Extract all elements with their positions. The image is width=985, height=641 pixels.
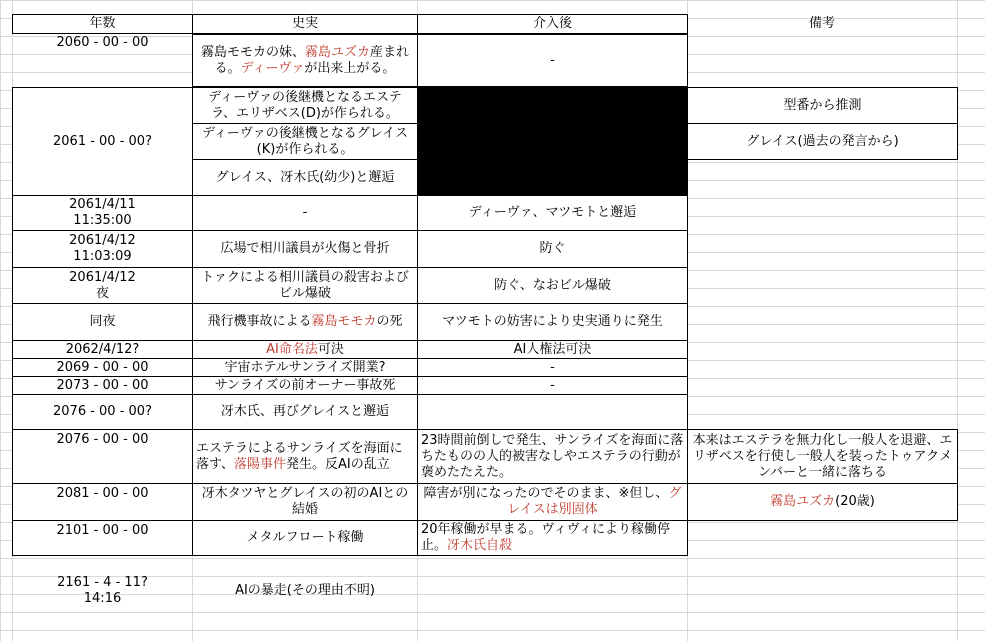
cell-after[interactable] bbox=[417, 394, 688, 430]
red-text: 落陽事件 bbox=[233, 456, 286, 472]
cell-history[interactable]: サンライズの前オーナー事故死 bbox=[192, 376, 418, 395]
cell-notes[interactable]: 型番から推測 bbox=[687, 87, 958, 124]
cell-history[interactable] bbox=[192, 303, 418, 341]
cell-year[interactable]: 2062/4/12? bbox=[12, 340, 193, 359]
cell-year[interactable]: 2101 - 00 - 00 bbox=[12, 520, 193, 556]
cell-history[interactable]: 冴木氏、再びグレイスと邂逅 bbox=[192, 394, 418, 430]
header-year[interactable]: 年数 bbox=[12, 14, 193, 34]
cell-after[interactable] bbox=[417, 483, 688, 521]
cell-history[interactable]: トァクによる相川議員の殺害およびビル爆破 bbox=[192, 267, 418, 304]
redacted-cell[interactable] bbox=[417, 87, 688, 196]
cell-notes[interactable] bbox=[687, 483, 958, 521]
cell-year[interactable]: 2076 - 00 - 00 bbox=[12, 429, 193, 484]
cell-history[interactable]: 広場で相川議員が火傷と骨折 bbox=[192, 230, 418, 268]
cell-year[interactable]: 2061/4/11 11:35:00 bbox=[12, 195, 193, 231]
red-text: 霧島ユズカ bbox=[304, 44, 370, 60]
red-text: 霧島モモカ bbox=[311, 314, 377, 329]
cell-history[interactable]: メタルフロート稼働 bbox=[192, 520, 418, 556]
cell-after[interactable]: 防ぐ bbox=[417, 230, 688, 268]
cell-after[interactable]: AI人権法可決 bbox=[417, 340, 688, 359]
red-text: 冴木氏自殺 bbox=[447, 538, 513, 553]
text: (20歳) bbox=[835, 494, 875, 509]
cell-text bbox=[266, 342, 344, 358]
text: 産まれる。 bbox=[214, 44, 410, 76]
cell-year[interactable]: 2076 - 00 - 00? bbox=[12, 394, 193, 430]
red-text: AI命名法 bbox=[266, 341, 318, 357]
red-text: 霧島ユズカ bbox=[770, 494, 836, 509]
cell-year[interactable]: 2081 - 00 - 00 bbox=[12, 483, 193, 521]
cell-history[interactable]: グレイス、冴木氏(幼少)と邂逅 bbox=[192, 159, 418, 196]
header-history[interactable]: 史実 bbox=[192, 14, 418, 34]
cell-year[interactable]: 2061 - 00 - 00? bbox=[12, 87, 193, 196]
cell-year[interactable]: 2061/4/12 夜 bbox=[12, 267, 193, 304]
text: 飛行機事故による bbox=[207, 314, 312, 329]
cell-text bbox=[421, 486, 684, 518]
cell-text bbox=[421, 522, 684, 554]
cell-after[interactable]: マツモトの妨害により史実通りに発生 bbox=[417, 303, 688, 341]
cell-history[interactable]: ディーヴァの後継機となるグレイス(K)が作られる。 bbox=[192, 123, 418, 160]
cell-history[interactable] bbox=[192, 340, 418, 359]
cell-history[interactable] bbox=[192, 34, 418, 87]
cell-text bbox=[196, 45, 414, 77]
text: 20年稼働が早まる。ヴィヴィにより稼働停止。 bbox=[421, 522, 670, 553]
text: エステラによるサンライズを海面に落す、 bbox=[196, 440, 403, 472]
header-notes[interactable]: 備考 bbox=[808, 16, 835, 31]
cell-notes[interactable]: グレイス(過去の発言から) bbox=[687, 123, 958, 160]
cell-year[interactable]: 2060 - 00 - 00 bbox=[56, 35, 149, 50]
text: 霧島モモカの妹、 bbox=[200, 44, 305, 60]
text: 障害が別になったのでそのまま、※但し、 bbox=[423, 486, 669, 501]
text: が出来上がる。 bbox=[304, 60, 396, 76]
cell-after[interactable]: - bbox=[417, 34, 688, 87]
cell-year[interactable]: 2061/4/12 11:03:09 bbox=[12, 230, 193, 268]
cell-after[interactable] bbox=[417, 520, 688, 556]
cell-history[interactable]: - bbox=[192, 195, 418, 231]
cell-history[interactable]: 宇宙ホテルサンライズ開業? bbox=[192, 358, 418, 377]
header-after[interactable]: 介入後 bbox=[417, 14, 688, 34]
cell-year[interactable]: 2069 - 00 - 00 bbox=[12, 358, 193, 377]
cell-history[interactable]: ディーヴァの後継機となるエステラ、エリザベス(D)が作られる。 bbox=[192, 87, 418, 124]
cell-after[interactable]: 防ぐ、なおビル爆破 bbox=[417, 267, 688, 304]
cell-year[interactable]: 同夜 bbox=[12, 303, 193, 341]
cell-history[interactable]: AIの暴走(その理由不明) bbox=[235, 583, 375, 598]
cell-after[interactable]: - bbox=[417, 358, 688, 377]
cell-text bbox=[770, 494, 875, 510]
cell-after[interactable]: - bbox=[417, 376, 688, 395]
cell-text bbox=[196, 441, 414, 473]
cell-history[interactable] bbox=[192, 429, 418, 484]
text: 発生。反AIの乱立 bbox=[285, 456, 390, 472]
cell-notes[interactable]: 本来はエステラを無力化し一般人を退避、エリザベスを行使し一般人を装ったトゥアクメンバーと一緒に落ちる bbox=[687, 429, 958, 484]
red-text: グレイスは別固体 bbox=[507, 486, 682, 517]
cell-year[interactable]: 2161 - 4 - 11? 14:16 bbox=[57, 575, 148, 606]
cell-after[interactable]: 23時間前倒しで発生、サンライズを海面に落ちたものの人的被害なしやエステラの行動が褒めたたえた。 bbox=[417, 429, 688, 484]
cell-after[interactable]: ディーヴァ、マツモトと邂逅 bbox=[417, 195, 688, 231]
text: の死 bbox=[376, 314, 403, 329]
cell-text bbox=[207, 314, 402, 330]
red-text: ディーヴァ bbox=[240, 60, 305, 76]
text: 可決 bbox=[317, 341, 344, 357]
cell-year[interactable]: 2073 - 00 - 00 bbox=[12, 376, 193, 395]
cell-history[interactable]: 冴木タツヤとグレイスの初のAIとの結婚 bbox=[192, 483, 418, 521]
